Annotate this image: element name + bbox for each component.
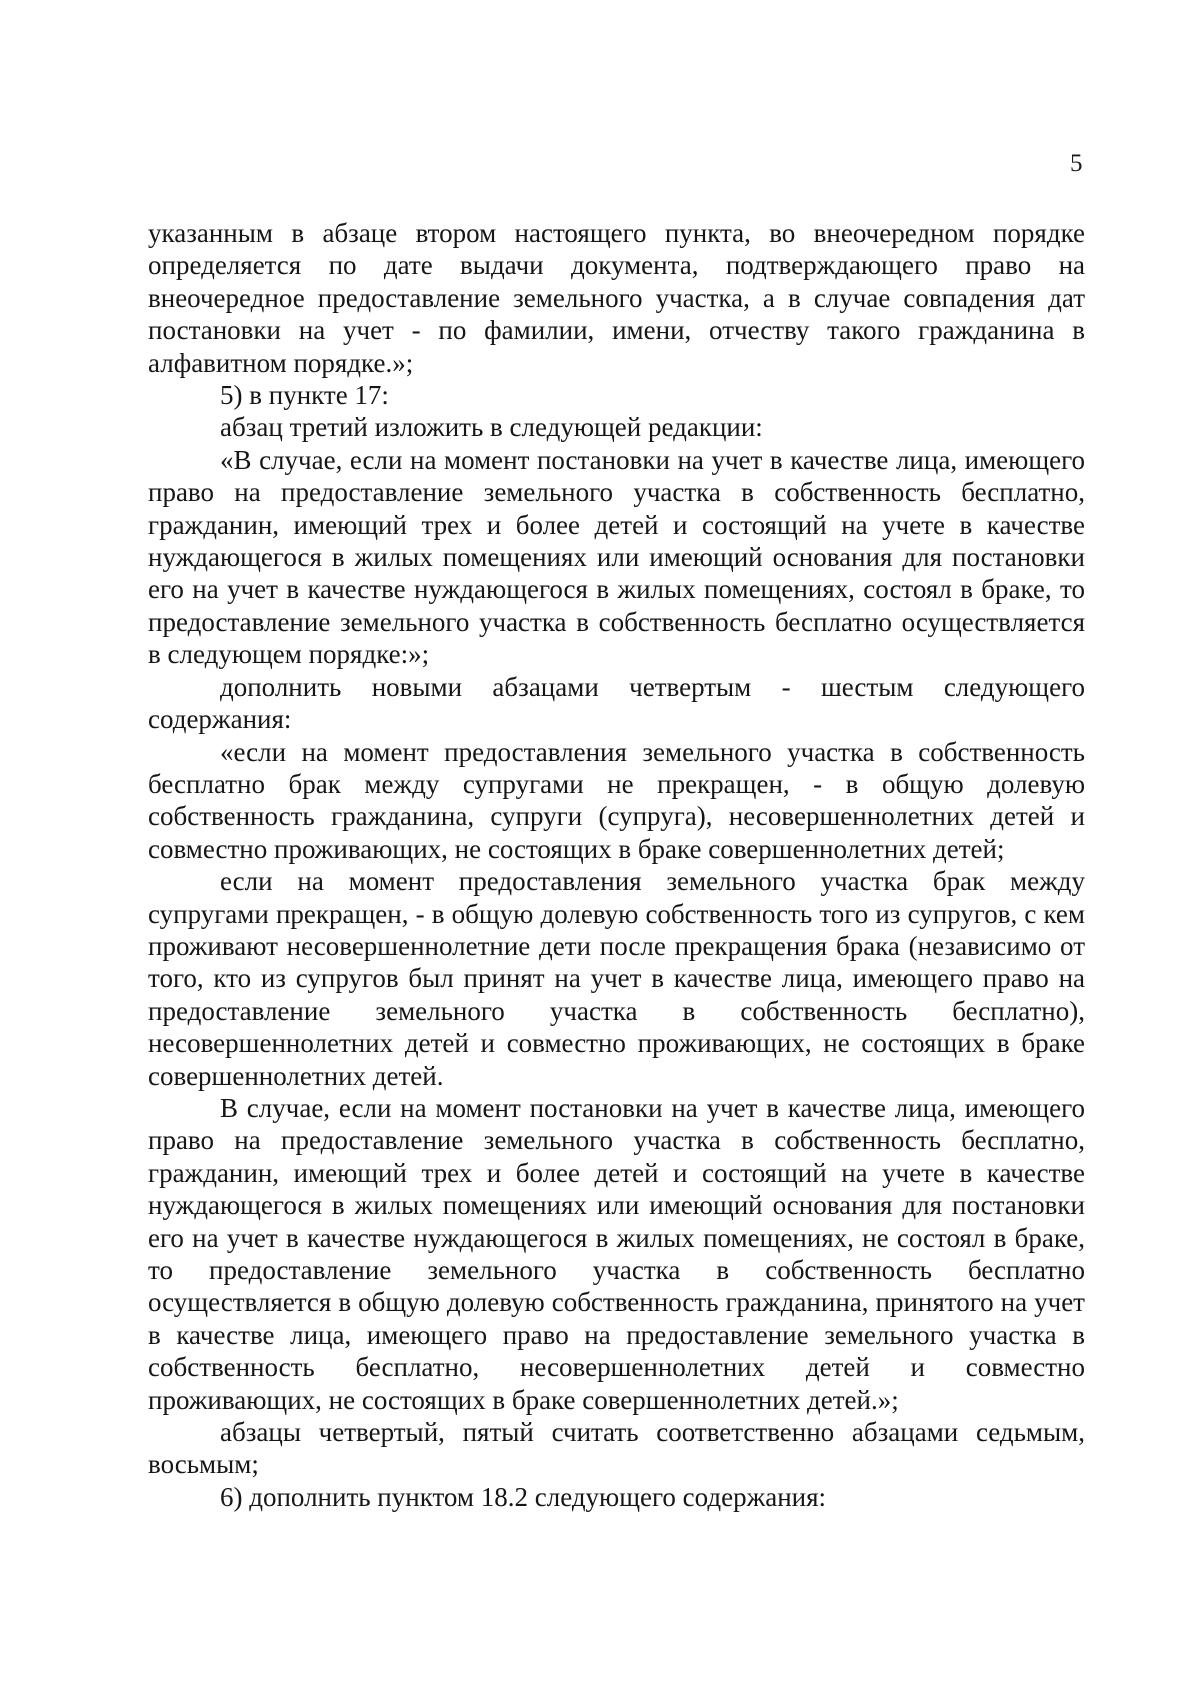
document-body — [148, 217, 1085, 1513]
paragraph-renumber: абзацы четвертый, пятый считать соответственно абзацами седьмым, восьмым; — [148, 1417, 1085, 1480]
paragraph-quoted-not-married: В случае, если на момент постановки на учет в качестве лица, имеющего право на предоставление земельного участка в собственность бесплатно, гражданин, имеющий трех и более детей и состоящий на учете в качестве нуждающегося в жилых помещениях или имеющий основания для постановки его на учет в качестве нуждающегося в жилых помещениях, не состоял в браке, то предоставление земельного участка в собственность бесплатно осуществляется в общую долевую собственность гражданина, принятого на учет в качестве лица, имеющего право на предоставление земельного участка в собственность бесплатно, несовершеннолетних детей и совместно проживающих, не состоящих в браке совершеннолетних детей.»; — [148, 1092, 1085, 1415]
paragraph-quoted-not-terminated: «если на момент предоставления земельного участка в собственность бесплатно брак между супругами не прекращен, - в общую долевую собственность гражданина, супруги (супруга), несовершеннолетних детей и совместно проживающих, не состоящих в браке совершеннолетних детей; — [148, 736, 1085, 864]
paragraph-quoted-married: «В случае, если на момент постановки на учет в качестве лица, имеющего право на предоставление земельного участка в собственность бесплатно, гражданин, имеющий трех и более детей и состоящий на учете в качестве нуждающегося в жилых помещениях или имеющий основания для постановки его на учет в качестве нуждающегося в жилых помещениях, состоял в браке, то предоставление земельного участка в собственность бесплатно осуществляется в следующем порядке:»; — [148, 444, 1085, 670]
paragraph-instruction-third: абзац третий изложить в следующей редакции: — [220, 412, 763, 443]
page-number: 5 — [1070, 150, 1083, 177]
paragraph-item-5: 5) в пункте 17: — [220, 380, 389, 411]
paragraph-continuation: указанным в абзаце втором настоящего пункта, во внеочередном порядке определяется по дате выдачи документа, подтверждающего право на внеочередное предоставление земельного участка, а в случае совпадения дат постановки на учет - по фамилии, имени, отчеству такого гражданина в алфавитном порядке.»; — [148, 218, 1085, 378]
paragraph-quoted-terminated: если на момент предоставления земельного участка брак между супругами прекращен, - в общую долевую собственность того из супругов, с кем проживают несовершеннолетние дети после прекращения брака (независимо от того, кто из супругов был принят на учет в качестве лица, имеющего право на предоставление земельного участка в собственность бесплатно), несовершеннолетних детей и совместно проживающих, не состоящих в браке совершеннолетних детей. — [148, 866, 1085, 1091]
paragraph-instruction-add: дополнить новыми абзацами четвертым - шестым следующего содержания: — [148, 671, 1085, 735]
paragraph-item-6: 6) дополнить пунктом 18.2 следующего содержания: — [220, 1481, 827, 1512]
